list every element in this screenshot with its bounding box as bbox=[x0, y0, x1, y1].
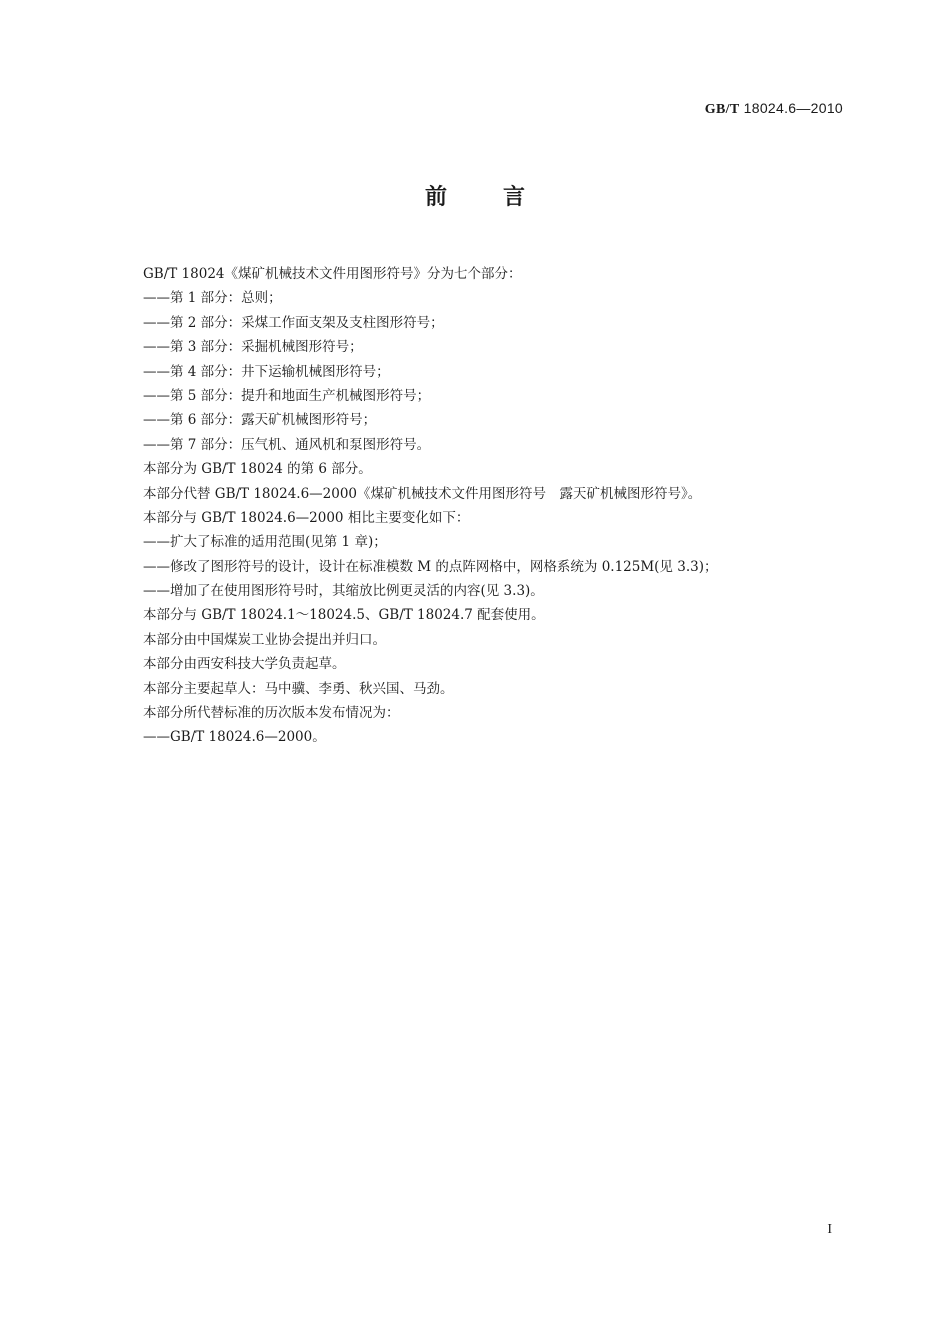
standard-number-header bbox=[705, 100, 843, 118]
foreword-line: ——第 2 部分：采煤工作面支架及支柱图形符号； bbox=[143, 314, 444, 331]
standard-code: 18024.6—2010 bbox=[739, 100, 843, 116]
foreword-line: 本部分由西安科技大学负责起草。 bbox=[143, 656, 346, 673]
foreword-line: ——修改了图形符号的设计，设计在标准模数 M 的点阵网格中，网格系统为 0.125M(见 3.3)； bbox=[143, 558, 718, 575]
foreword-line: 本部分由中国煤炭工业协会提出并归口。 bbox=[143, 631, 386, 648]
foreword-line: ——第 6 部分：露天矿机械图形符号； bbox=[143, 412, 377, 429]
foreword-line: ——第 3 部分：采掘机械图形符号； bbox=[143, 339, 363, 356]
foreword-line: ——第 4 部分：井下运输机械图形符号； bbox=[143, 363, 390, 380]
foreword-line: ——第 7 部分：压气机、通风机和泵图形符号。 bbox=[143, 436, 431, 453]
foreword-line: 本部分主要起草人：马中骥、李勇、秋兴国、马劲。 bbox=[143, 680, 454, 697]
foreword-line: ——第 1 部分：总则； bbox=[143, 290, 282, 307]
foreword-line: 本部分与 GB/T 18024.6—2000 相比主要变化如下： bbox=[143, 509, 470, 526]
foreword-line: 本部分为 GB/T 18024 的第 6 部分。 bbox=[143, 461, 372, 478]
foreword-line: 本部分所代替标准的历次版本发布情况为： bbox=[143, 705, 400, 722]
page-number: I bbox=[827, 1222, 832, 1237]
foreword-line: ——增加了在使用图形符号时，其缩放比例更灵活的内容(见 3.3)。 bbox=[143, 583, 544, 600]
foreword-body bbox=[143, 262, 843, 750]
standard-prefix: GB/T bbox=[704, 102, 740, 117]
foreword-line: GB/T 18024《煤矿机械技术文件用图形符号》分为七个部分： bbox=[143, 266, 522, 282]
foreword-line: 本部分与 GB/T 18024.1～18024.5、GB/T 18024.7 配套使用。 bbox=[143, 607, 545, 624]
foreword-line: ——第 5 部分：提升和地面生产机械图形符号； bbox=[143, 387, 431, 404]
foreword-line: ——扩大了标准的适用范围(见第 1 章)； bbox=[143, 534, 387, 551]
foreword-line: ——GB/T 18024.6—2000。 bbox=[143, 729, 326, 746]
page-title: 前言 bbox=[424, 185, 581, 210]
foreword-line: 本部分代替 GB/T 18024.6—2000《煤矿机械技术文件用图形符号 露天矿机械图形符号》。 bbox=[143, 485, 702, 502]
